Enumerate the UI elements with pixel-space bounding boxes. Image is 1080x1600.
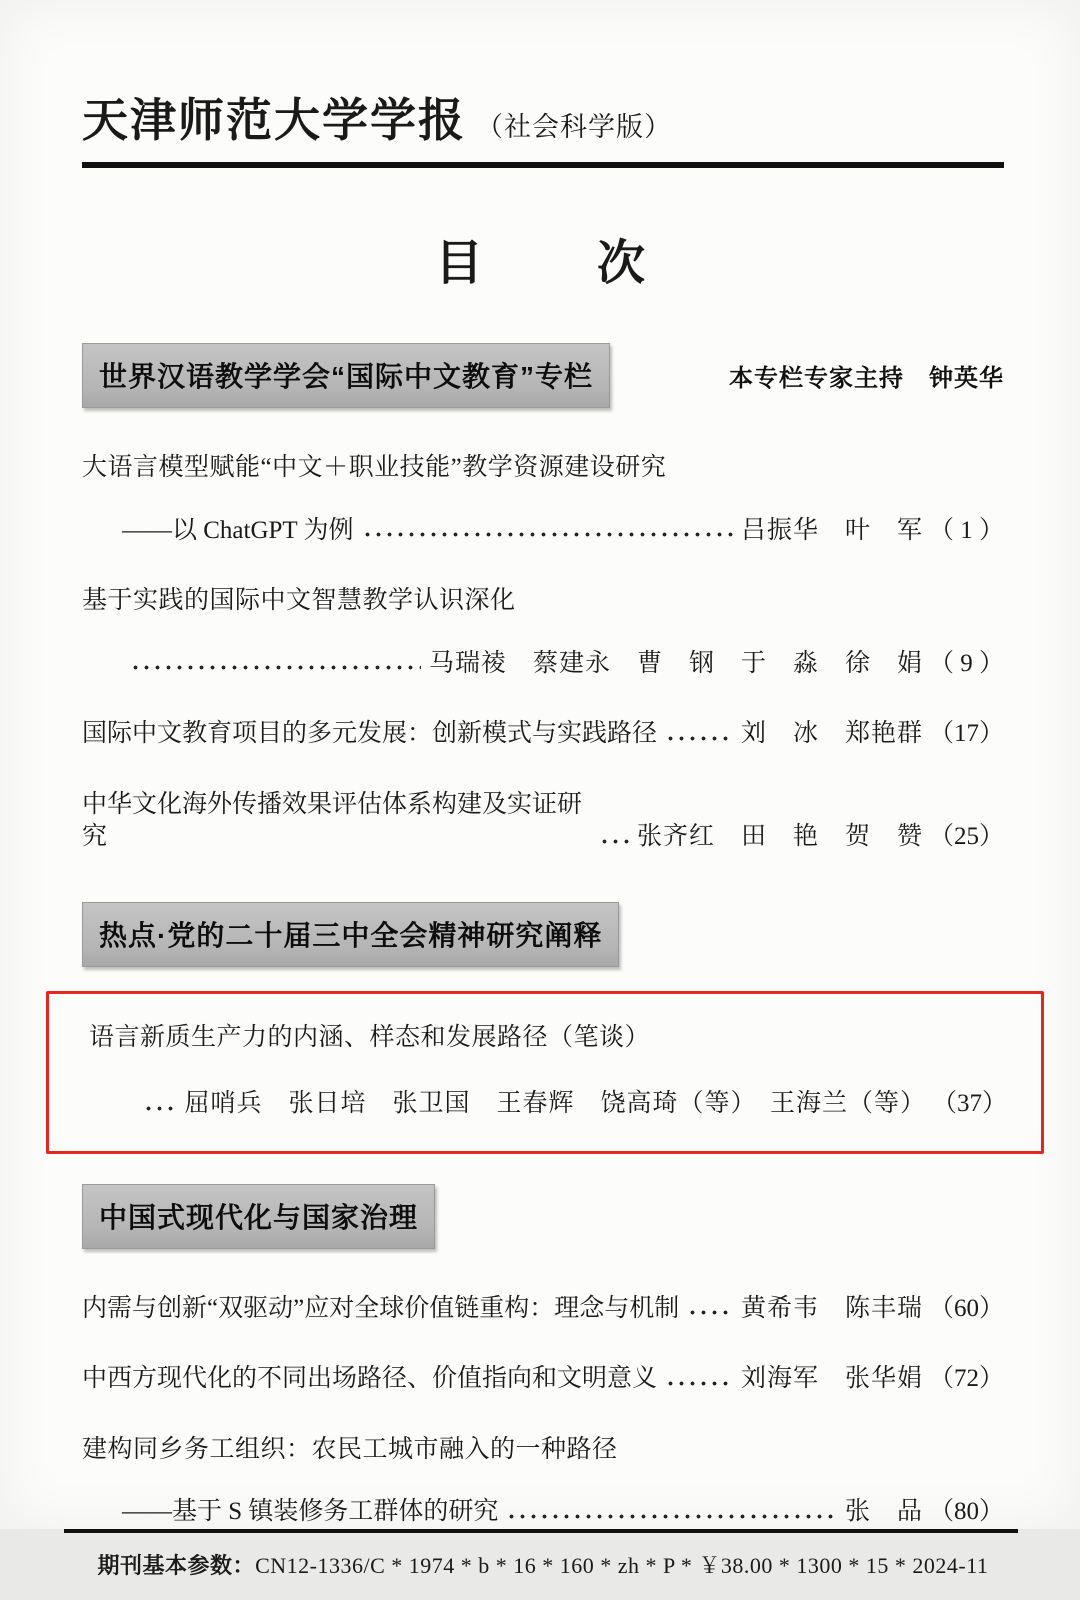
article-subline <box>82 515 1004 548</box>
article-title: 内需与创新“双驱动”应对全球价值链重构：理念与机制 <box>82 1294 680 1322</box>
section-header-row <box>82 1184 1004 1249</box>
section-header-box: 热点·党的二十届三中全会精神研究阐释 <box>82 902 619 967</box>
article-authors: 马瑞祾 蔡建永 曹 钢 于 淼 徐 娟 <box>428 649 923 677</box>
section-header-box: 中国式现代化与国家治理 <box>82 1184 435 1249</box>
article-title: 中西方现代化的不同出场路径、价值指向和文明意义 <box>82 1365 658 1392</box>
section-host-note: 本专栏专家主持 钟英华 <box>729 365 1004 392</box>
article-title: 建构同乡务工组织：农民工城市融入的一种路径 <box>82 1435 618 1463</box>
article-entry <box>82 585 1004 680</box>
section-header-box: 世界汉语教学学会“国际中文教育”专栏 <box>82 343 610 408</box>
article-subtitle: ——以 ChatGPT 为例 <box>122 516 354 544</box>
journal-title: 天津师范大学学报 <box>82 95 466 146</box>
article-authors: 刘海军 张华娟 <box>740 1365 923 1392</box>
article-line <box>82 1293 1004 1326</box>
article-entry <box>82 1434 1004 1529</box>
section-header-row <box>82 343 1004 408</box>
article-title: 大语言模型赋能“中文＋职业技能”教学资源建设研究 <box>82 454 667 481</box>
article-subtitle: ——基于 S 镇装修务工群体的研究 <box>122 1498 499 1525</box>
article-authors: 张齐红 田 艳 贺 赞 <box>636 823 923 850</box>
footer-rule <box>64 1529 1018 1533</box>
article-entry <box>82 718 1004 751</box>
article-authors: 吕振华 叶 军 <box>740 516 923 544</box>
article-subline <box>82 648 1004 681</box>
article-authors: 刘 冰 郑艳群 <box>740 720 923 747</box>
journal-subtitle: （社会科学版） <box>476 112 672 142</box>
article-subline <box>89 1088 1007 1121</box>
article-entry <box>82 452 1004 547</box>
article-page-number: （25） <box>928 823 1004 850</box>
dot-leader <box>506 1513 837 1520</box>
article-entry <box>82 1363 1004 1396</box>
highlight-box <box>46 991 1044 1154</box>
article-entry-highlighted <box>89 1022 1007 1121</box>
article-page-number: （60） <box>928 1294 1004 1322</box>
article-line <box>82 718 1004 751</box>
article-page-number: （80） <box>928 1498 1004 1525</box>
article-title: 语言新质生产力的内涵、样态和发展路径（笔谈） <box>89 1023 651 1051</box>
article-page-number: （ 9 ） <box>928 649 1004 677</box>
section-header-row <box>82 902 1004 967</box>
article-authors: 张 品 <box>844 1498 923 1525</box>
dot-leader <box>362 531 733 538</box>
dot-leader <box>130 664 421 671</box>
article-subline <box>82 1496 1004 1529</box>
article-page-number: （17） <box>928 720 1004 747</box>
article-title: 基于实践的国际中文智慧教学认识深化 <box>82 587 516 614</box>
footer-label: 期刊基本参数： <box>97 1552 256 1578</box>
article-line <box>82 789 1004 854</box>
dot-leader <box>665 735 733 742</box>
footer <box>82 1529 1004 1600</box>
article-title: 国际中文教育项目的多元发展：创新模式与实践路径 <box>82 720 658 747</box>
article-authors: 屈哨兵 张日培 张卫国 王春辉 饶高琦（等） 王海兰（等） <box>184 1090 926 1117</box>
journal-parameters <box>82 1549 1004 1580</box>
masthead-double-rule <box>82 162 1004 168</box>
article-page-number: （ 1 ） <box>928 516 1004 544</box>
article-page-number: （72） <box>928 1365 1004 1392</box>
dot-leader <box>143 1105 176 1112</box>
dot-leader <box>665 1380 733 1387</box>
footer-value: CN12-1336/C * 1974 * b * 16 * 160 * zh * P * ￥38.00 * 1300 * 15 * 2024-11 <box>255 1552 989 1578</box>
article-title: 中华文化海外传播效果评估体系构建及实证研究 <box>82 790 583 850</box>
article-page-number: （37） <box>931 1090 1007 1117</box>
toc-title: 目 次 <box>434 237 651 290</box>
article-authors: 黄希韦 陈丰瑞 <box>740 1294 923 1322</box>
masthead <box>82 84 1004 150</box>
article-entry <box>82 789 1004 854</box>
dot-leader <box>599 838 629 845</box>
dot-leader <box>687 1309 733 1316</box>
article-entry <box>82 1293 1004 1326</box>
article-line <box>82 1363 1004 1396</box>
